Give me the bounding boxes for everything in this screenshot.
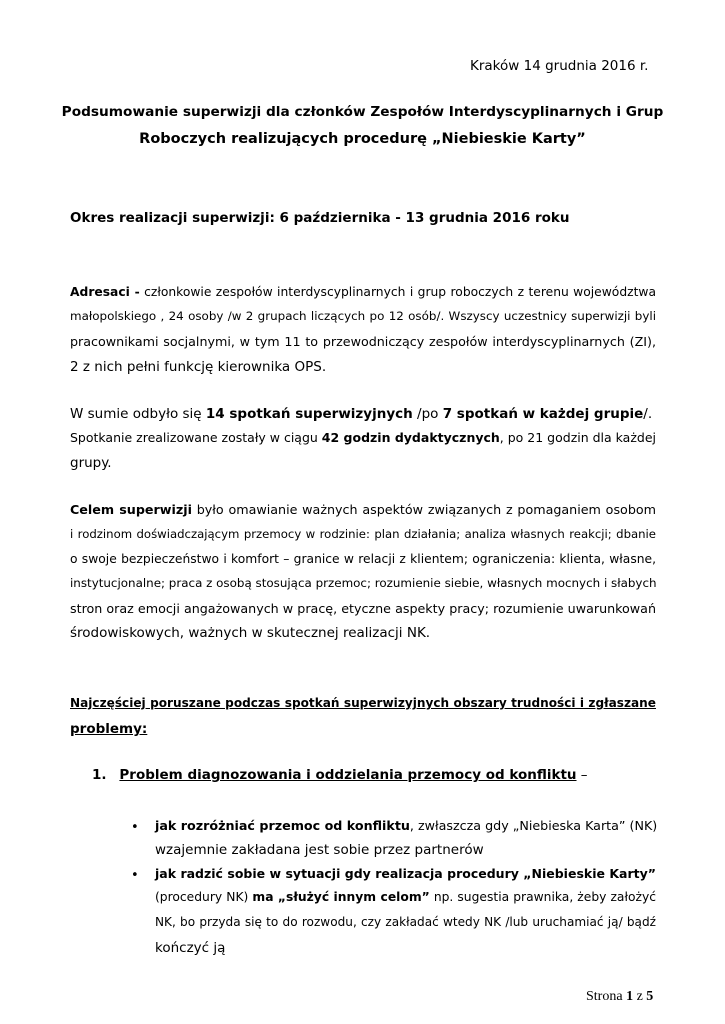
summary-line-1 xyxy=(70,406,656,422)
meetings-count: 14 spotkań superwizyjnych xyxy=(205,406,413,422)
document-title-line-1: Podsumowanie superwizji dla członków Zespołów Interdyscyplinarnych i Grup xyxy=(61,104,664,120)
summary-text: /. xyxy=(643,406,653,422)
purpose-text-1: było omawianie ważnych aspektów związanych z pomaganiem osobom xyxy=(191,502,656,517)
issues-heading-line-1: Najczęściej poruszane podczas spotkań superwizyjnych obszary trudności i zgłaszane xyxy=(70,696,656,710)
summary-line-3: grupy. xyxy=(70,455,112,471)
bullet-icon: • xyxy=(131,820,139,835)
purpose-line-3: o swoje bezpieczeństwo i komfort – granice w relacji z klientem; ograniczenia: klienta, własne, xyxy=(70,552,656,566)
bullet-2-line-1: jak radzić sobie w sytuacji gdy realizacja procedury „Niebieskie Karty” xyxy=(155,866,656,881)
summary-line-2 xyxy=(70,430,656,445)
purpose-line-1 xyxy=(70,502,656,517)
meetings-per-group: 7 spotkań w każdej grupie xyxy=(442,406,644,422)
footer-text: Strona xyxy=(586,989,627,1004)
issue-item-1 xyxy=(92,767,588,783)
summary-text: W sumie odbyło się xyxy=(70,406,206,422)
realization-period: Okres realizacji superwizji: 6 października - 13 grudnia 2016 roku xyxy=(70,210,570,226)
document-title-line-2: Roboczych realizujących procedurę „Niebieskie Karty” xyxy=(139,131,586,147)
bullet-1-line-2: wzajemnie zakładana jest sobie przez partnerów xyxy=(155,842,484,858)
total-pages: 5 xyxy=(646,989,654,1004)
current-page: 1 xyxy=(626,989,634,1004)
page-number-footer xyxy=(586,989,653,1005)
issue-item-number: 1. xyxy=(92,767,107,783)
addressees-line-3: pracownikami socjalnymi, w tym 11 to przewodniczący zespołów interdyscyplinarnych (ZI), xyxy=(70,334,656,349)
purpose-line-2: i rodzinom doświadczającym przemocy w rodzinie: plan działania; analiza własnych reakcji; dbanie xyxy=(70,527,656,541)
purpose-line-6: środowiskowych, ważnych w skutecznej realizacji NK. xyxy=(70,625,431,641)
bullet-2-text: np. sugestia prawnika, żeby założyć xyxy=(429,890,656,904)
purpose-label: Celem superwizji xyxy=(70,502,192,517)
summary-text: /po xyxy=(412,406,443,422)
bullet-2-line-4: kończyć ją xyxy=(155,940,226,956)
addressees-line-4: 2 z nich pełni funkcję kierownika OPS. xyxy=(70,359,327,375)
teaching-hours: 42 godzin dydaktycznych xyxy=(321,430,500,445)
addressees-text-1: członkowie zespołów interdyscyplinarnych i grup roboczych z terenu województwa xyxy=(139,285,657,299)
issues-heading-line-2: problemy: xyxy=(70,721,148,737)
bullet-2-line-2 xyxy=(155,890,656,904)
issue-item-title: Problem diagnozowania i oddzielania przemocy od konfliktu xyxy=(119,767,577,783)
issue-item-suffix: – xyxy=(576,767,588,783)
purpose-line-5: stron oraz emocji angażowanych w pracę, etyczne aspekty pracy; rozumienie uwarunkowań xyxy=(70,601,656,616)
bullet-2-line-3: NK, bo przyda się to do rozwodu, czy zakładać wtedy NK /lub uruchamiać ją/ bądź xyxy=(155,915,656,929)
bullet-2-bold: ma „służyć innym celom” xyxy=(252,890,430,904)
addressees-line-2: małopolskiego , 24 osoby /w 2 grupach liczących po 12 osób/. Wszyscy uczestnicy superwizji byli xyxy=(70,309,656,323)
bullet-1-line-1 xyxy=(155,818,656,833)
summary-text: , po 21 godzin dla każdej xyxy=(499,430,657,445)
addressees-label: Adresaci - xyxy=(70,285,140,299)
bullet-1-bold: jak rozróżniać przemoc od konfliktu xyxy=(155,818,410,833)
bullet-icon: • xyxy=(131,868,139,883)
purpose-line-4: instytucjonalne; praca z osobą stosująca przemoc; rozumienie siebie, własnych mocnych i słabych xyxy=(70,576,657,590)
bullet-1-text: , zwłaszcza gdy „Niebieska Karta” (NK) xyxy=(409,818,658,833)
document-date: Kraków 14 grudnia 2016 r. xyxy=(470,58,649,74)
bullet-2-text: (procedury NK) xyxy=(155,890,253,904)
addressees-line-1 xyxy=(70,285,656,299)
footer-text: z xyxy=(633,989,647,1004)
summary-text: Spotkanie zrealizowane zostały w ciągu xyxy=(70,430,322,445)
